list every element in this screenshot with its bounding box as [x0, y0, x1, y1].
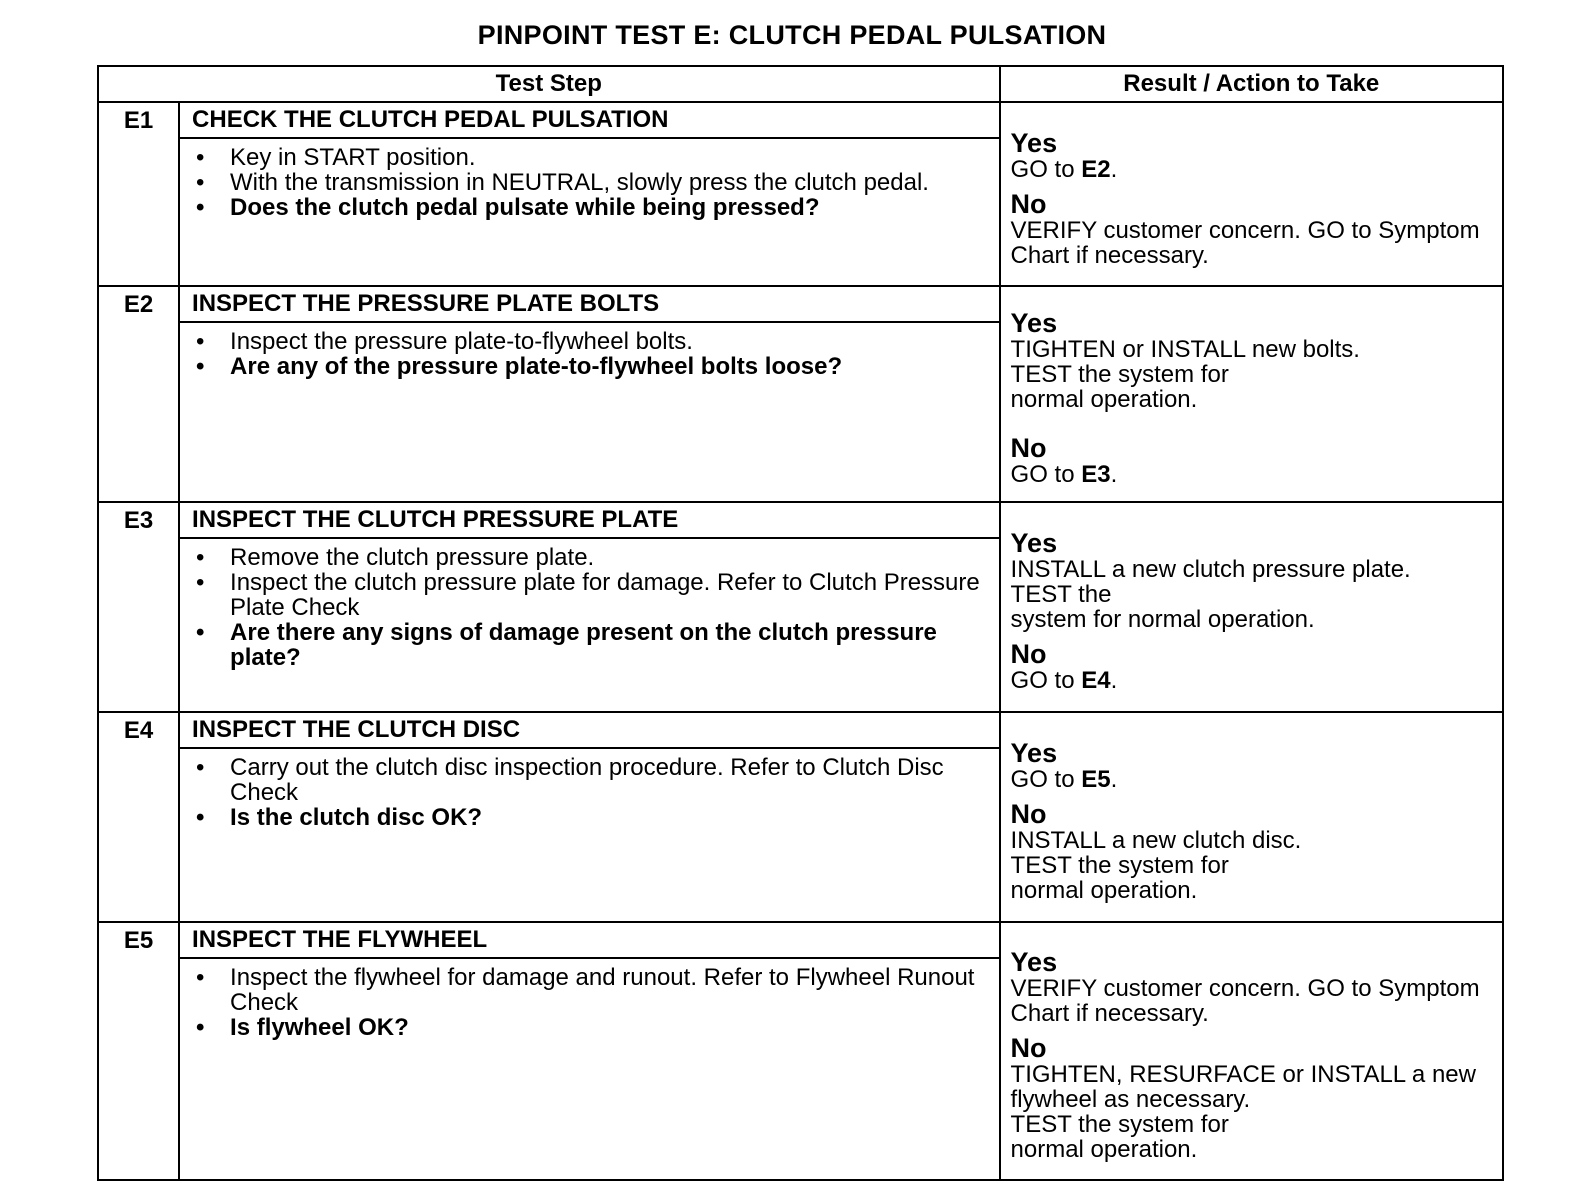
- yes-label: Yes: [1010, 947, 1058, 977]
- table-header-row: [98, 66, 1503, 102]
- header-result: Result / Action to Take: [1000, 66, 1503, 102]
- step-id: E3: [98, 502, 179, 538]
- instruction-item: • Key in START position.: [192, 145, 999, 170]
- step-id: E2: [98, 286, 179, 322]
- step-heading-row: [98, 102, 1503, 138]
- step-id: E4: [98, 712, 179, 748]
- action-line: normal operation.: [1010, 1136, 1198, 1163]
- step-heading: INSPECT THE CLUTCH PRESSURE PLATE: [179, 502, 1000, 538]
- yes-action: [1011, 976, 1492, 1026]
- step-id-spacer: [98, 322, 179, 502]
- step-id-spacer: [98, 958, 179, 1180]
- yes-action: GO to E2.: [1010, 155, 1118, 183]
- step-question: • Does the clutch pedal pulsate while being pressed?: [192, 195, 999, 220]
- step-heading-row: [98, 712, 1503, 748]
- step-id-spacer: [98, 748, 179, 922]
- action-line: INSTALL a new clutch pressure plate.: [1010, 556, 1411, 583]
- no-label: No: [1010, 188, 1047, 219]
- instruction-item: • Inspect the pressure plate-to-flywheel bolts.: [192, 329, 999, 354]
- action-line: system for normal operation.: [1010, 606, 1315, 633]
- action-line: INSTALL a new clutch disc.: [1010, 827, 1302, 854]
- step-instructions: [180, 329, 999, 379]
- step-question: • Are there any signs of damage present on the clutch pressure plate?: [192, 620, 999, 670]
- step-result: [1000, 102, 1503, 286]
- step-instructions: [180, 965, 999, 1040]
- action-line: TEST the system for: [1010, 852, 1229, 879]
- step-instructions: [180, 145, 999, 220]
- yes-label: Yes: [1010, 528, 1058, 558]
- step-result: [1000, 502, 1503, 712]
- action-line: TEST the: [1010, 581, 1112, 608]
- step-heading-row: [98, 922, 1503, 958]
- action-line: TIGHTEN or INSTALL new bolts.: [1010, 336, 1360, 363]
- yes-label: Yes: [1010, 308, 1058, 338]
- step-heading: INSPECT THE CLUTCH DISC: [179, 712, 1000, 748]
- no-action: [1011, 828, 1492, 903]
- no-action: GO to E3.: [1010, 461, 1118, 488]
- no-label: No: [1010, 433, 1047, 463]
- step-id-spacer: [98, 538, 179, 712]
- action-line: VERIFY customer concern. GO to Symptom Chart if necessary.: [1010, 216, 1480, 269]
- step-heading-row: [98, 286, 1503, 322]
- no-action: [1011, 1062, 1492, 1162]
- no-label: No: [1010, 639, 1047, 669]
- step-id: E1: [98, 102, 179, 138]
- step-id-spacer: [98, 138, 179, 286]
- step-heading: INSPECT THE FLYWHEEL: [179, 922, 1000, 958]
- step-heading: INSPECT THE PRESSURE PLATE BOLTS: [179, 286, 1000, 322]
- header-test-step: Test Step: [98, 66, 1000, 102]
- instruction-item: • With the transmission in NEUTRAL, slowly press the clutch pedal.: [192, 170, 999, 195]
- yes-label: Yes: [1010, 127, 1058, 158]
- yes-action: [1011, 557, 1492, 632]
- no-label: No: [1010, 1033, 1047, 1063]
- instruction-item: • Inspect the clutch pressure plate for damage. Refer to Clutch Pressure Plate Check: [192, 570, 999, 620]
- step-body: [179, 138, 1000, 286]
- step-heading: CHECK THE CLUTCH PEDAL PULSATION: [179, 102, 1000, 138]
- step-body: [179, 748, 1000, 922]
- step-id: E5: [98, 922, 179, 958]
- step-result: [1000, 922, 1503, 1180]
- page-title: PINPOINT TEST E: CLUTCH PEDAL PULSATION: [477, 20, 1107, 50]
- action-line: TEST the system for: [1010, 361, 1229, 388]
- pinpoint-test-table: [97, 65, 1504, 1181]
- instruction-item: • Inspect the flywheel for damage and runout. Refer to Flywheel Runout Check: [192, 965, 999, 1015]
- step-result: [1000, 712, 1503, 922]
- action-line: TIGHTEN, RESURFACE or INSTALL a new flywheel as necessary.: [1010, 1061, 1476, 1113]
- no-action: GO to E4.: [1010, 667, 1118, 694]
- step-reference: E5: [1081, 766, 1111, 793]
- step-question: • Is flywheel OK?: [192, 1015, 999, 1040]
- step-question: • Are any of the pressure plate-to-flywheel bolts loose?: [192, 354, 999, 379]
- step-body: [179, 322, 1000, 502]
- step-heading-row: [98, 502, 1503, 538]
- step-body: [179, 958, 1000, 1180]
- step-body: [179, 538, 1000, 712]
- instruction-item: • Remove the clutch pressure plate.: [192, 545, 999, 570]
- no-label: No: [1010, 799, 1047, 829]
- step-reference: E2: [1081, 155, 1111, 183]
- step-instructions: [180, 545, 999, 670]
- step-result: [1000, 286, 1503, 502]
- yes-action: [1011, 337, 1492, 412]
- action-line: TEST the system for: [1010, 1111, 1229, 1138]
- step-reference: E3: [1081, 461, 1111, 488]
- step-question: • Is the clutch disc OK?: [192, 805, 999, 830]
- action-line: normal operation.: [1010, 386, 1198, 413]
- step-instructions: [180, 755, 999, 830]
- yes-label: Yes: [1010, 738, 1058, 768]
- action-line: normal operation.: [1010, 877, 1198, 904]
- yes-action: GO to E5.: [1010, 766, 1118, 793]
- instruction-item: • Carry out the clutch disc inspection procedure. Refer to Clutch Disc Check: [192, 755, 999, 805]
- step-reference: E4: [1081, 667, 1111, 694]
- no-action: [1011, 218, 1492, 268]
- action-line: VERIFY customer concern. GO to Symptom Chart if necessary.: [1010, 975, 1480, 1027]
